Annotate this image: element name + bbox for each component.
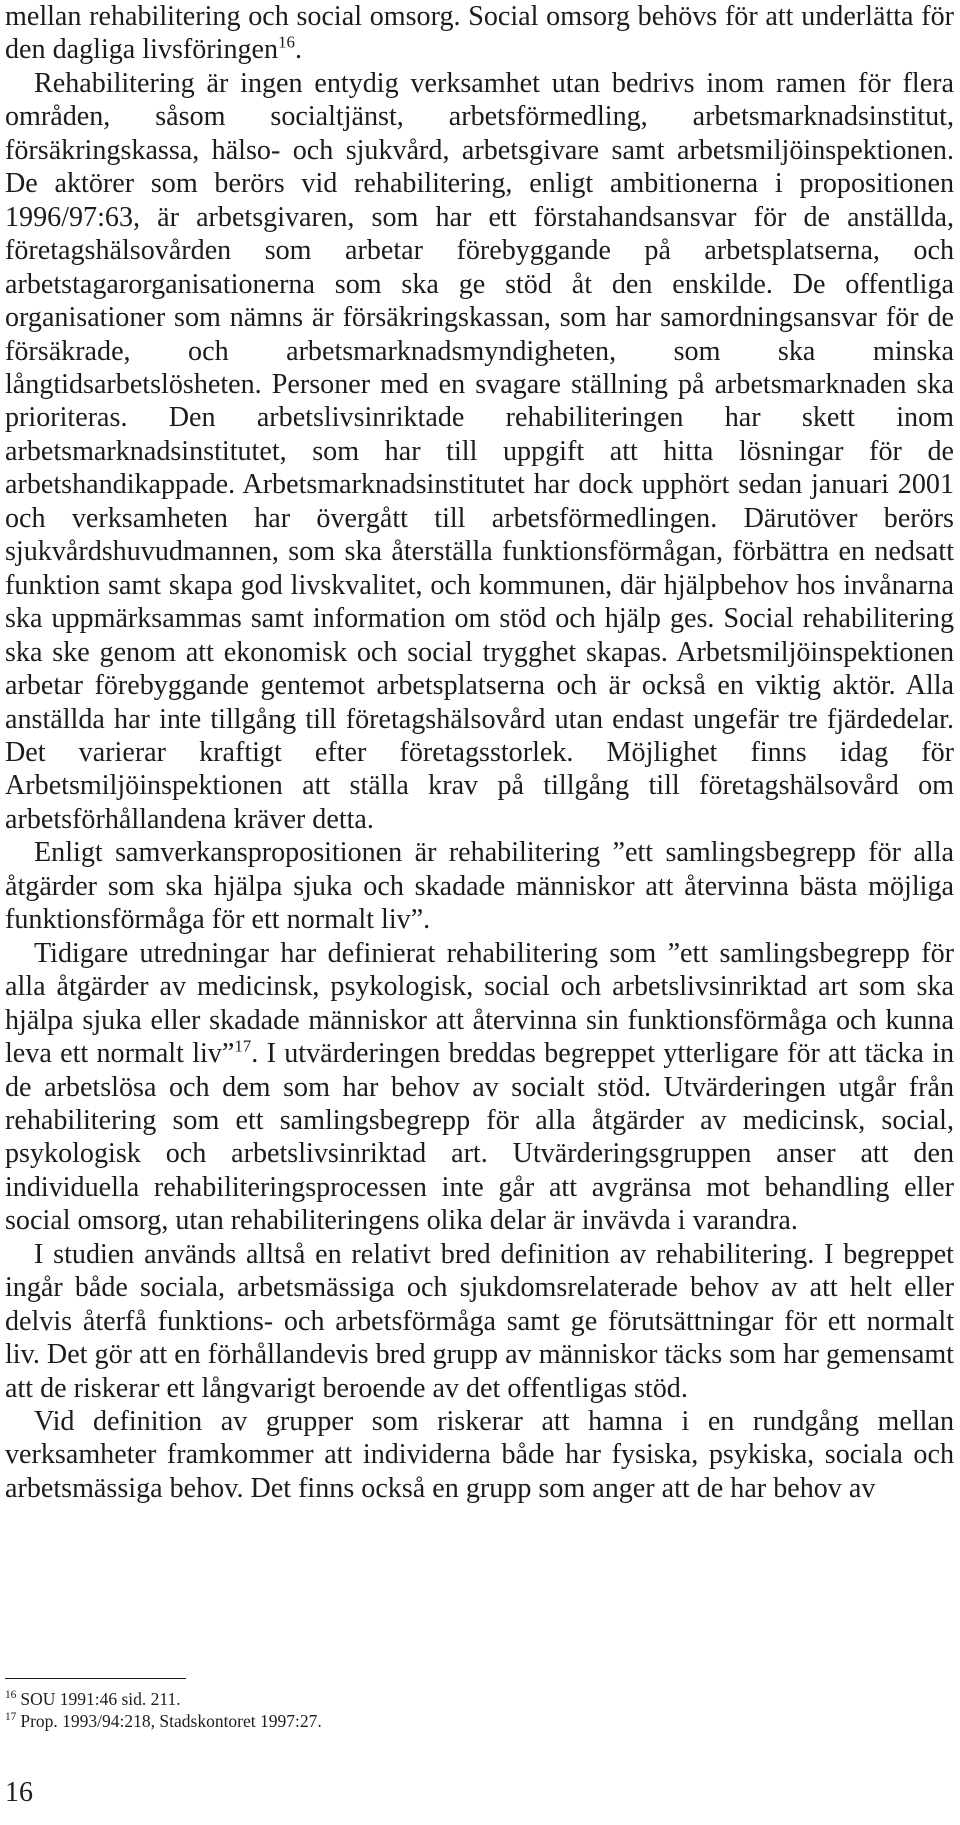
footnote-text: Prop. 1993/94:218, Stadskontoret 1997:27.	[20, 1711, 322, 1731]
footnote-text: SOU 1991:46 sid. 211.	[20, 1689, 181, 1709]
footnote-number: 16	[5, 1689, 17, 1702]
paragraph-6: Vid definition av grupper som riskerar att hamna i en rundgång mellan verksamheter framkommer att individerna både har fysiska, psykiska, sociala och arbetsmässiga behov. Det finns också en grupp som anger att de har behov av	[5, 1406, 954, 1504]
paragraph-2: Rehabilitering är ingen entydig verksamhet utan bedrivs inom ramen för flera områden, såsom socialtjänst, arbetsförmedling, arbetsmarknadsinstitut, försäkringskassa, hälso- och sjukvård, arbetsgivare samt arbetsmiljöinspektionen. De aktörer som berörs vid rehabilitering, enligt ambitionerna i propositionen 1996/97:63, är arbetsgivaren, som har ett förstahandsansvar för de anställda, företagshälsovården som arbetar förebyggande på arbetsplatserna, och arbetstagarorganisationerna som ska ge stöd åt den enskilde. De offentliga organisationer som nämns är försäkringskassan, som har samordningsansvar för de försäkrade, och arbetsmarknadsmyndigheten, som ska minska långtidsarbetslösheten. Personer med en svagare ställning på arbetsmarknaden ska prioriteras. Den arbetslivsinriktade rehabiliteringen har skett inom arbetsmarknadsinstitutet, som har till uppgift att hitta lösningar för de arbetshandikappade. Arbetsmarknadsinstitutet har dock upphört sedan januari 2001 och verksamheten har övergått till arbetsförmedlingen. Därutöver berörs sjukvårdshuvudmannen, som ska återställa funktionsförmågan, förbättra en nedsatt funktion samt skapa god livskvalitet, och kommunen, där hjälpbehov hos invånarna ska uppmärksammas samt information om stöd och hjälp ges. Social rehabilitering ska ske genom att ekonomisk och social trygghet skapas. Arbetsmiljöinspektionen arbetar förebyggande gentemot arbetsplatserna och är också en viktig aktör. Alla anställda har inte tillgång till företagshälsovård utan endast ungefär tre fjärdedelar. Det varierar kraftigt efter företagsstorlek. Möjlighet finns idag för Arbetsmiljöinspektionen att ställa krav på tillgång till företagshälsovård om arbetsförhållandena kräver detta.	[5, 67, 954, 835]
paragraph-1	[5, 0, 954, 67]
footnote-ref-17[interactable]: 17	[234, 1036, 252, 1056]
footnote-17	[5, 1710, 905, 1732]
paragraph-3: Enligt samverkanspropositionen är rehabilitering ”ett samlingsbegrepp för alla åtgärder som ska hjälpa sjuka och skadade människor att återvinna bästa möjliga funktionsförmåga för ett normalt liv”.	[5, 837, 954, 936]
footnote-divider	[5, 1678, 186, 1679]
footnotes	[5, 1688, 905, 1732]
paragraph-1-text: mellan rehabilitering och social omsorg. Social omsorg behövs för att underlätta för den dagliga livsföringen	[5, 1, 954, 66]
paragraph-4	[5, 937, 954, 1238]
footnote-ref-16[interactable]: 16	[278, 33, 295, 53]
footnote-16	[5, 1688, 905, 1710]
paragraph-4-tail: . I utvärderingen breddas begreppet ytterligare för att täcka in de arbetslösa och dem som har behov av socialt stöd. Utvärderingen utgår från rehabilitering som ett samlingsbegrepp för alla åtgärder av medicinsk, social, psykologisk och arbetslivsinriktad art. Utvärderingsgruppen anser att den individuella rehabiliteringsprocessen inte går att avgränsa mot behandling eller social omsorg, utan rehabiliteringens olika delar är invävda i varandra.	[5, 1038, 955, 1237]
paragraph-1-tail: .	[294, 34, 302, 66]
footnote-number: 17	[5, 1711, 17, 1724]
page-number: 16	[5, 1777, 33, 1808]
body-text	[5, 0, 954, 1505]
paragraph-5: I studien används alltså en relativt bred definition av rehabilitering. I begreppet ingår både sociala, arbetsmässiga och sjukdomsrelaterade behov av att helt eller delvis återfå funktions- och arbetsförmåga samt ge förutsättningar för ett normalt liv. Det gör att en förhållandevis bred grupp av människor täcks som har gemensamt att de riskerar ett långvarigt beroende av det offentligas stöd.	[5, 1238, 954, 1404]
paragraph-4-text: Tidigare utredningar har definierat rehabilitering som ”ett samlingsbegrepp för alla åtgärder av medicinsk, psykologisk, social och arbetslivsinriktad art som ska hjälpa sjuka eller skadade människor att återvinna sin funktionsförmåga och kunna leva ett normalt liv”	[5, 937, 954, 1070]
